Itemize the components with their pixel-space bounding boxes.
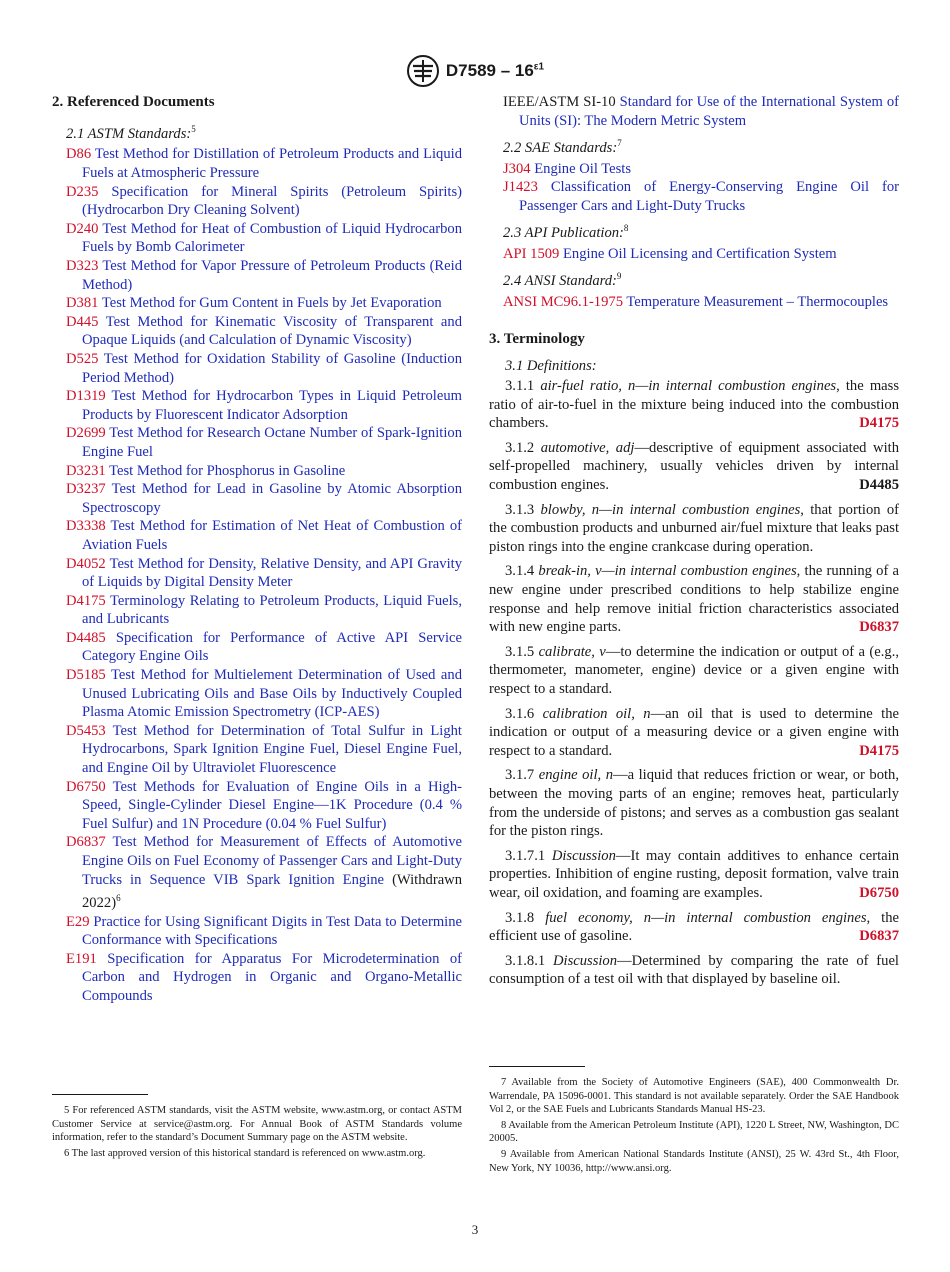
reference-item[interactable] [66,778,462,834]
reference-title[interactable]: Practice for Using Significant Digits in Test Data to Determine Conformance with Specifications [82,913,462,949]
definition-paragraph [489,439,899,495]
reference-code[interactable]: D6837 [66,834,106,851]
reference-item[interactable] [66,313,462,350]
right-column [489,93,899,995]
reference-code[interactable]: D3237 [66,481,106,498]
definition-number: 3.1.8.1 [505,952,546,969]
reference-code[interactable]: D381 [66,295,99,312]
ansi-reference[interactable]: ANSI MC96.1-1975 Temperature Measurement – Thermocouples [503,293,889,310]
reference-item[interactable] [66,913,462,950]
api-reference[interactable]: API 1509 Engine Oil Licensing and Certification System [503,245,837,262]
reference-code[interactable]: D240 [66,220,99,237]
reference-title[interactable]: Classification of Energy-Conserving Engine Oil for Passenger Cars and Light-Duty Trucks [519,179,899,214]
reference-item[interactable] [66,257,462,294]
definition-paragraph [489,847,899,903]
document-id: $D7589 - 16^{\varepsilon 1}$ [445,61,545,80]
definition-term: engine oil, n [538,767,614,784]
reference-title[interactable]: Test Method for Kinematic Viscosity of Transparent and Opaque Liquids (and Calculation of Dynamic Viscosity) [82,313,463,349]
definition-number: 3.1.6 [505,705,535,722]
reference-item[interactable] [66,183,462,220]
reference-title[interactable]: Engine Oil Tests [534,160,632,177]
reference-code[interactable]: D445 [66,313,99,330]
reference-code[interactable]: D235 [66,183,99,200]
definition-paragraph [489,377,899,433]
reference-item[interactable] [66,294,462,313]
definition-citation[interactable]: D6750 [859,884,899,901]
subsection-2-3: 2.3 API Publication:$^8$ [503,223,629,242]
sae-reference-list [489,160,899,216]
sae-reference-item[interactable] [503,178,899,215]
subsection-3-1: 3.1 Definitions: [505,357,597,374]
definition-number: 3.1.7.1 [505,847,546,864]
reference-item[interactable] [66,220,462,257]
definition-text: —It may contain additives to enhance certain properties. Inhibition of engine rusting, deposit formation, valve train wear, oil oxidation, and foaming are examples. [489,847,899,901]
reference-title[interactable]: Test Method for Phosphorus in Gasoline [109,462,346,479]
subsection-2-2: 2.2 SAE Standards:$^7$ [503,138,622,157]
definition-text: —a liquid that reduces friction or wear, or both, between the moving parts of an engine; removes heat, particularly from the underside of pistons; and serves as a combustion gas sealant for the piston rings. [489,767,899,840]
definition-paragraph [489,562,899,636]
reference-code[interactable]: J304 [503,160,531,177]
definition-text: , the running of a new engine under prescribed conditions to help stabilize engine response and help remove initial friction characteristics associated with new engine parts. [489,563,900,636]
footnote-marker: 6 [116,893,121,904]
reference-code[interactable]: D1319 [66,388,106,405]
reference-code[interactable]: D4052 [66,555,106,572]
definition-paragraph [489,766,899,840]
reference-item[interactable] [66,555,462,592]
reference-code[interactable]: D86 [66,146,92,163]
reference-code[interactable]: D525 [66,350,99,367]
footnote-9: 9 Available from American National Standards Institute (ANSI), 25 W. 43rd St., 4th Floor, New York, NY 10036, http://www.ansi.org. [489,1148,899,1174]
reference-title[interactable]: Terminology Relating to Petroleum Products, Liquid Fuels, and Lubricants [82,592,463,628]
definition-paragraph [489,909,899,946]
definition-citation[interactable]: D6837 [859,928,899,945]
footnote-8: 8 Available from the American Petroleum Institute (API), 1220 L Street, NW, Washington, DC 20005. [489,1119,899,1145]
astm-reference-list [52,145,462,1005]
definition-term: blowby, n—in internal combustion engines [540,501,801,518]
definition-paragraph [489,643,899,699]
definition-term: calibration oil, n [542,705,651,722]
reference-code[interactable]: D6750 [66,778,106,795]
definition-term: fuel economy, n—in internal combustion engines [545,909,867,926]
definition-text: , the efficient use of gasoline. [489,909,899,945]
reference-code[interactable]: J1423 [503,179,538,196]
subsection-2-1: 2.1 ASTM Standards:$^5$ [66,124,196,142]
reference-item[interactable] [66,145,462,182]
definition-text: —to determine the indication or output of a (e.g., thermometer, manometer, engine) device or a given engine with respect to a standard. [489,643,899,698]
definition-text: —descriptive of equipment associated with self-propelled machinery, usually vehicles driven by internal combustion engines. [489,439,899,494]
reference-title[interactable]: Test Method for Oxidation Stability of Gasoline (Induction Period Method) [82,350,462,386]
reference-title[interactable]: Test Method for Research Octane Number of Spark-Ignition Engine Fuel [82,425,462,460]
definition-citation[interactable]: D6837 [859,619,899,636]
definition-number: 3.1.2 [505,439,535,456]
reference-code[interactable]: E191 [66,950,97,967]
definition-term: air-fuel ratio, n—in internal combustion engines [540,378,837,395]
reference-item[interactable] [66,387,462,424]
terminology-list [489,377,899,989]
reference-title[interactable]: Test Method for Lead in Gasoline by Atomic Absorption Spectroscopy [82,481,462,516]
definition-paragraph [489,952,899,989]
reference-title[interactable]: Test Method for Distillation of Petroleum Products and Liquid Fuels at Atmospheric Pressure [82,146,463,182]
reference-code[interactable]: D4175 [66,592,106,609]
definition-term: Discussion [552,952,618,969]
reference-title[interactable]: Test Method for Estimation of Net Heat of Combustion of Aviation Fuels [82,518,463,553]
definition-term: automotive, adj [540,439,635,456]
reference-item[interactable] [66,424,462,461]
definition-number: 3.1.1 [505,378,535,395]
reference-item[interactable] [66,629,462,666]
reference-item[interactable] [66,592,462,629]
footnote-5: 5 For referenced ASTM standards, visit the ASTM website, www.astm.org, or contact ASTM Customer Service at service@astm.org. For Annual Book of ASTM Standards volume information, refer to the standard’s Document Summary page on the ASTM website. [52,1105,462,1144]
reference-title[interactable]: Test Method for Multielement Determination of Used and Unused Lubricating Oils and Base Oils by Inductively Coupled Plasma Atomic Emission Spectrometry (ICP-AES) [82,667,462,721]
reference-code[interactable]: D323 [66,258,99,275]
section-3-heading: 3. Terminology [489,330,585,347]
reference-title[interactable]: Test Method for Vapor Pressure of Petroleum Products (Reid Method) [82,258,462,293]
definition-paragraph [489,705,899,761]
definition-term: calibrate, v [538,643,606,660]
definition-text: , that portion of the combustion products and unburned air/fuel mixture that leaks past piston rings into the engine crankcase during operation. [489,501,899,555]
reference-item[interactable] [66,462,462,481]
reference-item[interactable] [66,950,462,1006]
definition-term: Discussion [551,847,616,864]
reference-item[interactable] [66,480,462,517]
definition-number: 3.1.7 [505,767,535,784]
reference-code[interactable]: D5185 [66,667,106,684]
reference-code[interactable]: D5453 [66,722,106,739]
definition-number: 3.1.3 [505,501,535,518]
definition-citation[interactable]: D4175 [859,415,899,432]
definition-number: 3.1.8 [505,909,535,926]
definition-number: 3.1.5 [505,643,535,660]
left-column [52,93,462,1006]
reference-title[interactable]: Test Method for Hydrocarbon Types in Liquid Petroleum Products by Fluorescent Indicator Adsorption [82,388,462,423]
definition-text: —an oil that is used to determine the indication or output of a measuring device or a given engine with respect to a standard. [489,705,899,759]
reference-code[interactable]: D2699 [66,425,106,442]
definition-citation: D4485 [859,477,899,494]
reference-title[interactable]: Test Method for Heat of Combustion of Liquid Hydrocarbon Fuels by Bomb Calorimeter [82,220,462,256]
definition-citation[interactable]: D4175 [859,742,899,759]
definition-text: —Determined by comparing the rate of fuel consumption of a test oil with that displayed by baseline oil. [489,952,899,988]
footnote-6: 6 The last approved version of this historical standard is referenced on www.astm.org. [64,1147,426,1159]
reference-title[interactable]: Specification for Apparatus For Microdetermination of Carbon and Hydrogen in Organic and Organo-Metallic Compounds [82,950,462,1005]
definition-paragraph [489,501,899,557]
reference-code[interactable]: E29 [66,913,90,930]
reference-item[interactable] [66,350,462,387]
reference-title[interactable]: Specification for Performance of Active API Service Category Engine Oils [82,629,462,665]
reference-code[interactable]: D3231 [66,462,106,479]
reference-item[interactable] [66,833,462,912]
reference-title[interactable]: Test Method for Gum Content in Fuels by Jet Evaporation [101,295,442,312]
subsection-2-4: 2.4 ANSI Standard:$^9$ [503,271,622,290]
ieee-reference[interactable]: IEEE/ASTM SI-10 Standard for Use of the International System of Units (SI): The Modern Metric System [503,94,899,129]
footnote-7: 7 Available from the Society of Automotive Engineers (SAE), 400 Commonwealth Dr. Warrendale, PA 15096-0001. This standard is not available separately. Order the SAE Handbook Vol 2, or the SAE Fuels and Lubricants Standards Manual HS-23. [489,1077,899,1116]
page-number: 3 [471,1222,479,1237]
reference-title[interactable]: Test Method for Determination of Total Sulfur in Light Hydrocarbons, Spark Ignition Engine Fuel, Diesel Engine Fuel, and Engine Oil by Ultraviolet Fluorescence [82,722,462,777]
reference-title[interactable]: Specification for Mineral Spirits (Petroleum Spirits) (Hydrocarbon Dry Cleaning Solvent) [82,183,462,219]
reference-title[interactable]: Test Method for Density, Relative Density, and API Gravity of Liquids by Digital Density Meter [82,555,462,591]
footnote-rule-left [52,1094,148,1095]
footnote-rule-right [489,1066,585,1067]
reference-item[interactable] [66,666,462,722]
definition-text: , the mass ratio of air-to-fuel in the mixture being induced into the combustion chambers. [489,378,900,432]
reference-title[interactable]: Test Methods for Evaluation of Engine Oils in a High-Speed, Single-Cylinder Diesel Engine—1K Procedure (0.4 % Fuel Sulfur) and 1N Procedure (0.04 % Fuel Sulfur) [82,778,462,832]
footnotes-right [489,1076,899,1177]
section-2-heading: 2. Referenced Documents [52,94,215,110]
footnotes-left [52,1104,462,1162]
definition-term: break-in, v—in internal combustion engines [538,563,797,580]
reference-title[interactable]: Test Method for Measurement of Effects of Automotive Engine Oils on Fuel Economy of Passenger Cars and Light-Duty Trucks in Sequence VIB Spark Ignition Engine [82,834,462,888]
page-header [0,54,950,93]
reference-code[interactable]: D4485 [66,629,106,646]
reference-item[interactable] [66,722,462,778]
sae-reference-item[interactable] [503,160,899,179]
definition-number: 3.1.4 [505,563,535,580]
reference-code[interactable]: D3338 [66,518,106,535]
astm-logo-icon [406,54,440,88]
reference-note: (Withdrawn 2022) [82,871,463,912]
reference-item[interactable] [66,517,462,554]
